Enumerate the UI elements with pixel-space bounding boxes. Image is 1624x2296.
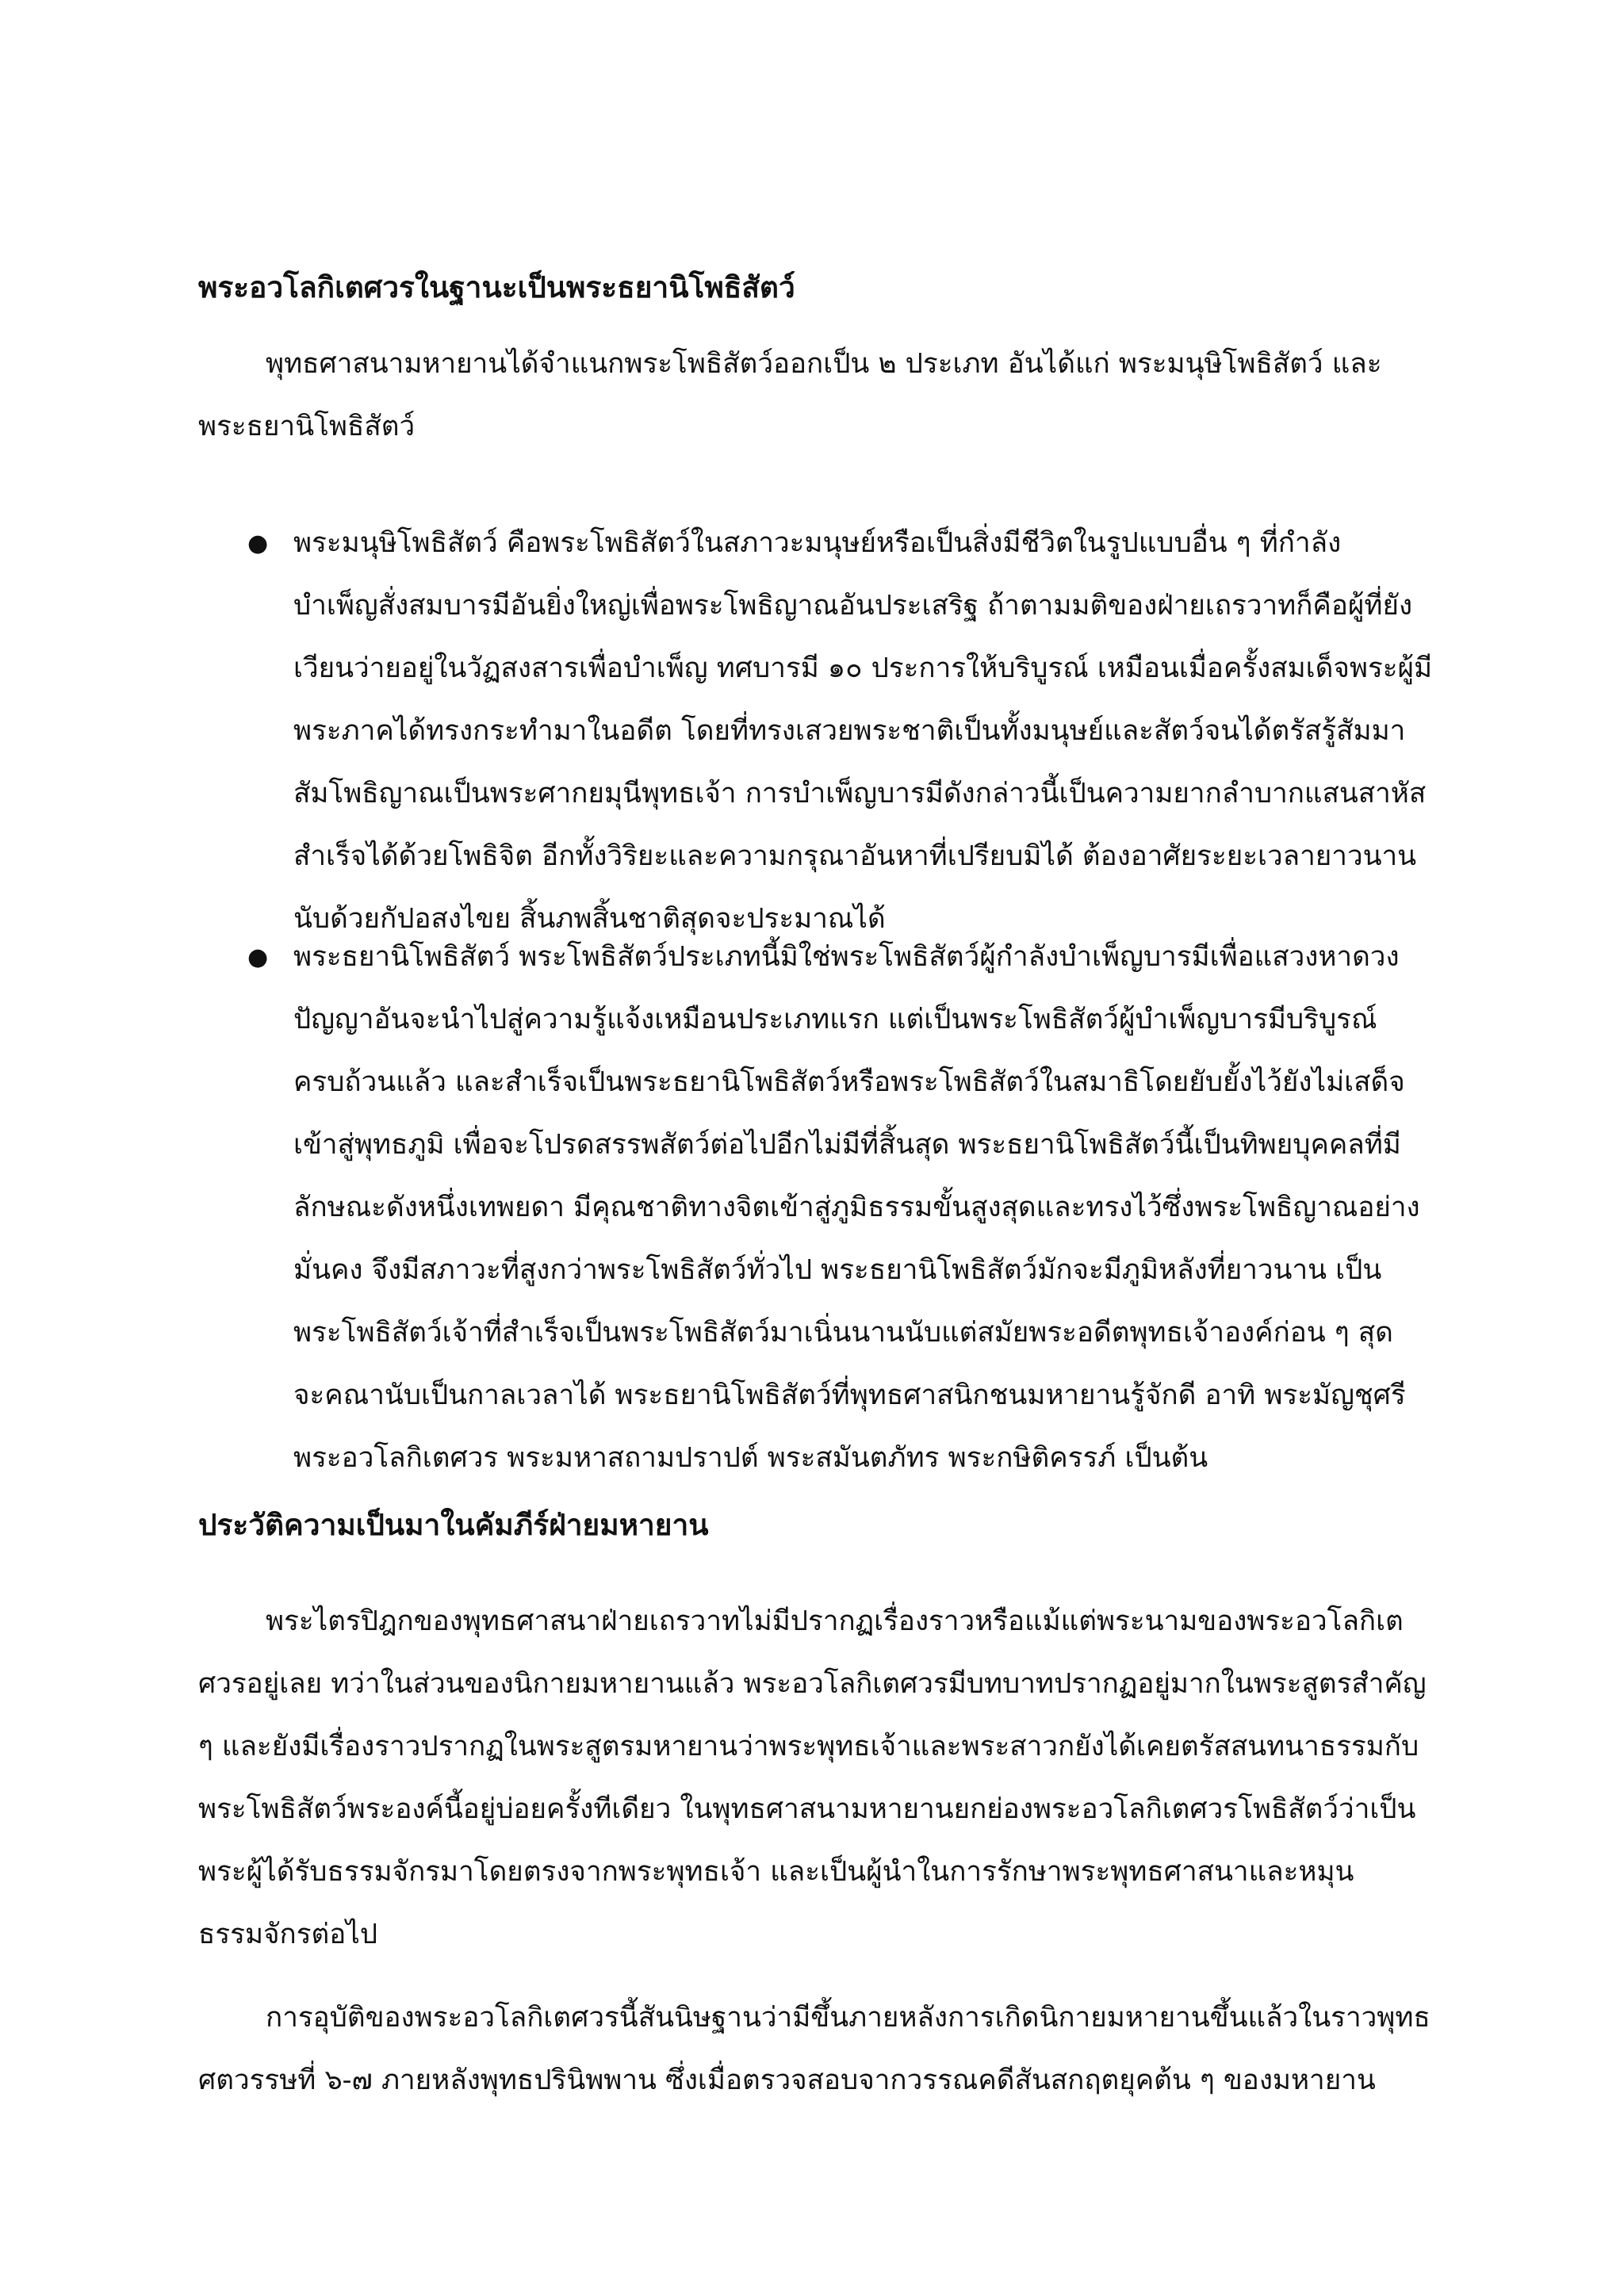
bullet-line: พระอวโลกิเตศวร พระมหาสถามปราปต์ พระสมันตภัทร พระกษิติครรภ์ เป็นต้น <box>293 1442 1208 1474</box>
bullet-line: พระธยานิโพธิสัตว์ พระโพธิสัตว์ประเภทนี้มิใช่พระโพธิสัตว์ผู้กำลังบำเพ็ญบารมีเพื่อแสวงหาดวง <box>293 941 1400 973</box>
bullet-line: ปัญญาอันจะนำไปสู่ความรู้แจ้งเหมือนประเภทแรก แต่เป็นพระโพธิสัตว์ผู้บำเพ็ญบารมีบริบูรณ์ <box>293 1004 1377 1035</box>
paragraph-line: ๆ และยังมีเรื่องราวปรากฏในพระสูตรมหายานว่าพระพุทธเจ้าและพระสาวกยังได้เคยตรัสสนทนาธรรมกับ <box>198 1731 1419 1762</box>
section-heading-dhyani-bodhisattva: พระอวโลกิเตศวรในฐานะเป็นพระธยานิโพธิสัตว์ <box>198 270 795 304</box>
bullet-line: พระภาคได้ทรงกระทำมาในอดีต โดยที่ทรงเสวยพระชาติเป็นทั้งมนุษย์และสัตว์จนได้ตรัสรู้สัมมา <box>293 715 1406 747</box>
paragraph-line: พระธยานิโพธิสัตว์ <box>198 411 416 442</box>
bullet-line: พระมนุษิโพธิสัตว์ คือพระโพธิสัตว์ในสภาวะมนุษย์หรือเป็นสิ่งมีชีวิตในรูปแบบอื่น ๆ ที่กำลัง <box>293 527 1342 559</box>
intro-paragraph <box>198 333 1435 458</box>
bullet-line: ครบถ้วนแล้ว และสำเร็จเป็นพระธยานิโพธิสัตว์หรือพระโพธิสัตว์ในสมาธิโดยยับยั้งไว้ยังไม่เสด็จ <box>293 1066 1405 1098</box>
bullet-line: จะคณานับเป็นกาลเวลาได้ พระธยานิโพธิสัตว์ที่พุทธศาสนิกชนมหายานรู้จักดี อาทิ พระมัญชุศรี <box>293 1380 1406 1411</box>
bullet-line: มั่นคง จึงมีสภาวะที่สูงกว่าพระโพธิสัตว์ทั่วไป พระธยานิโพธิสัตว์มักจะมีภูมิหลังที่ยาวนาน เป็น <box>293 1254 1382 1286</box>
paragraph-line: ศวรอยู่เลย ทว่าในส่วนของนิกายมหายานแล้ว พระอวโลกิเตศวรมีบทบาทปรากฏอยู่มากในพระสูตรสำคัญ <box>198 1668 1427 1700</box>
bullet-line: ลักษณะดังหนึ่งเทพยดา มีคุณชาติทางจิตเข้าสู่ภูมิธรรมขั้นสูงสุดและทรงไว้ซึ่งพระโพธิญาณอย่าง <box>293 1192 1420 1223</box>
bullet-line: สัมโพธิญาณเป็นพระศากยมุนีพุทธเจ้า การบำเพ็ญบารมีดังกล่าวนี้เป็นความยากลำบากแสนสาหัส <box>293 778 1427 809</box>
paragraph-line: พระโพธิสัตว์พระองค์นี้อยู่บ่อยครั้งทีเดียว ในพุทธศาสนามหายานยกย่องพระอวโลกิเตศวรโพธิสัตว์ว่าเป็น <box>198 1793 1416 1825</box>
paragraph-line: พุทธศาสนามหายานได้จำแนกพระโพธิสัตว์ออกเป็น ๒ ประเภท อันได้แก่ พระมนุษิโพธิสัตว์ และ <box>266 348 1382 380</box>
bullet-line: เวียนว่ายอยู่ในวัฏสงสารเพื่อบำเพ็ญ ทศบารมี ๑๐ ประการให้บริบูรณ์ เหมือนเมื่อครั้งสมเด็จพระผู้มี <box>293 652 1433 684</box>
paragraph-line: ธรรมจักรต่อไป <box>198 1919 378 1950</box>
bullet-line: เข้าสู่พุทธภูมิ เพื่อจะโปรดสรรพสัตว์ต่อไปอีกไม่มีที่สิ้นสุด พระธยานิโพธิสัตว์นี้เป็นทิพยบุคคลที่มี <box>293 1129 1401 1161</box>
bullet-line: นับด้วยกัปอสงไขย สิ้นภพสิ้นชาติสุดจะประมาณได้ <box>293 903 886 935</box>
bullet-line: สำเร็จได้ด้วยโพธิจิต อีกทั้งวิริยะและความกรุณาอันหาที่เปรียบมิได้ ต้องอาศัยระยะเวลายาวนาน <box>293 840 1417 872</box>
bullet-manushi-bodhisattva <box>247 512 1435 951</box>
paragraph-line: พระไตรปิฎกของพุทธศาสนาฝ่ายเถรวาทไม่มีปรากฏเรื่องราวหรือแม้แต่พระนามของพระอวโลกิเต <box>266 1605 1404 1637</box>
paragraph-line: ศตวรรษที่ ๖-๗ ภายหลังพุทธปรินิพพาน ซึ่งเมื่อตรวจสอบจากวรรณคดีสันสกฤตยุคต้น ๆ ของมหายาน <box>198 2064 1376 2096</box>
bullet-line: พระโพธิสัตว์เจ้าที่สำเร็จเป็นพระโพธิสัตว์มาเนิ่นนานนับแต่สมัยพระอดีตพุทธเจ้าองค์ก่อน ๆ สุด <box>293 1317 1393 1349</box>
bullet-line: บำเพ็ญสั่งสมบารมีอันยิ่งใหญ่เพื่อพระโพธิญาณอันประเสริฐ ถ้าตามมติของฝ่ายเถรวาทก็คือผู้ที่ยัง <box>293 590 1413 622</box>
section-heading-history: ประวัติความเป็นมาในคัมภีร์ฝ่ายมหายาน <box>198 1507 709 1542</box>
paragraph-line: การอุบัติของพระอวโลกิเตศวรนี้สันนิษฐานว่ามีขึ้นภายหลังการเกิดนิกายมหายานขึ้นแล้วในราวพุทธ <box>266 2002 1431 2034</box>
bullet-icon: ● <box>247 530 269 557</box>
history-paragraph-1 <box>198 1590 1435 1966</box>
bullet-icon: ● <box>247 943 269 971</box>
history-paragraph-2 <box>198 1987 1435 2112</box>
bullet-dhyani-bodhisattva <box>247 926 1435 1490</box>
paragraph-line: พระผู้ได้รับธรรมจักรมาโดยตรงจากพระพุทธเจ้า และเป็นผู้นำในการรักษาพระพุทธศาสนาและหมุน <box>198 1856 1354 1888</box>
